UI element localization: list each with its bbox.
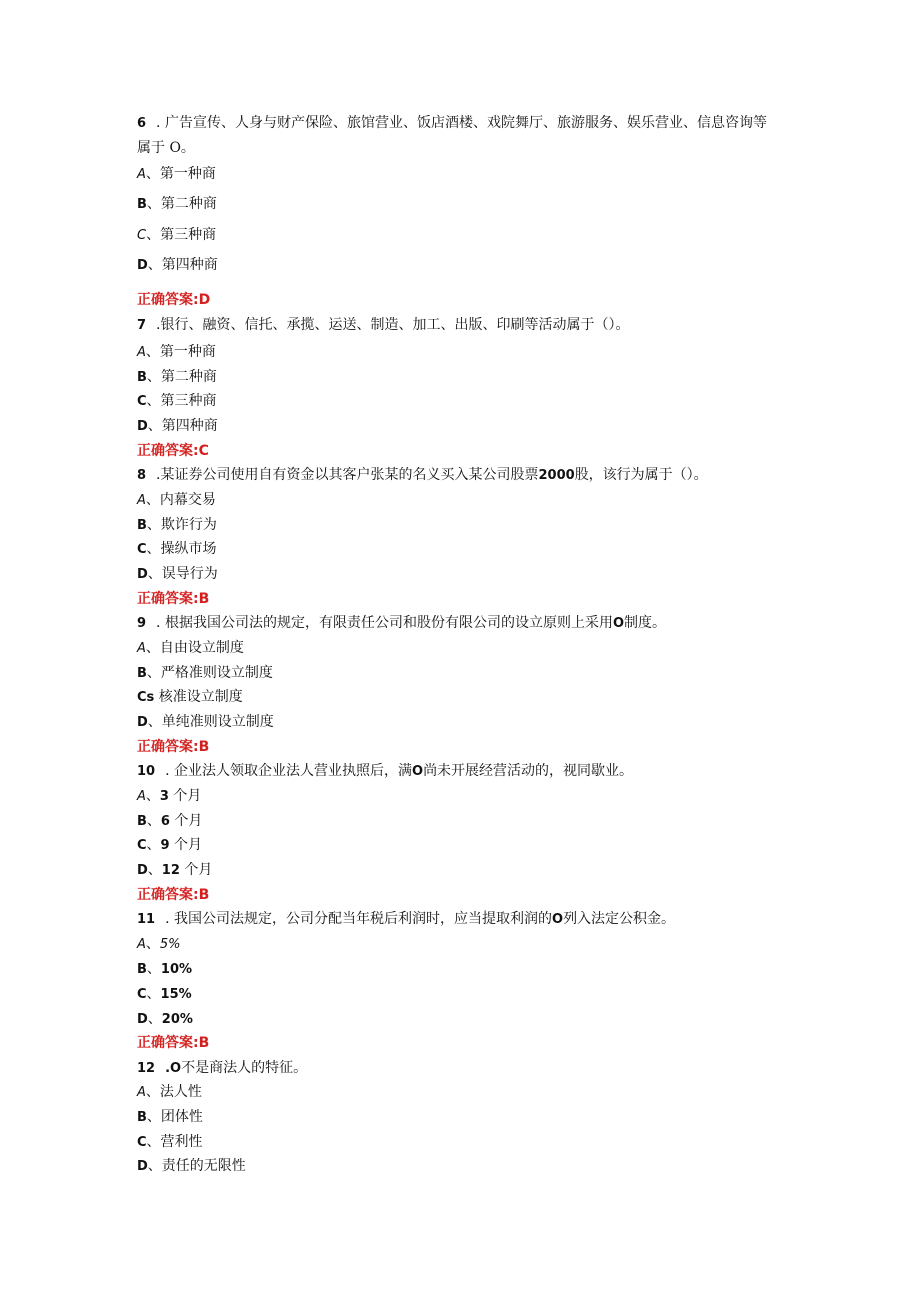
option-a: A、第一种商: [137, 344, 216, 360]
option-d: D、误导行为: [137, 566, 218, 582]
option-d: D、第四种商: [137, 257, 218, 273]
question-text: .银行、融资、信托、承揽、运送、制造、加工、出版、印刷等活动属于（）。: [156, 317, 630, 333]
question-10: 10 . 企业法人领取企业法人营业执照后，满O尚未开展经营活动的，视同歇业。: [137, 763, 634, 779]
option-d: D、第四种商: [137, 418, 218, 434]
option-c: C、第三种商: [137, 227, 217, 243]
question-number: 7: [137, 318, 147, 333]
option-c: C、15%: [137, 986, 192, 1002]
question-number: 11: [137, 912, 156, 927]
question-6: [137, 111, 777, 160]
option-c: C、营利性: [137, 1134, 203, 1150]
question-number: 8: [137, 468, 147, 483]
option-d: D、12 个月: [137, 862, 213, 878]
question-9: 9 . 根据我国公司法的规定，有限责任公司和股份有限公司的设立原则上采用O制度。: [137, 615, 667, 631]
option-a: A、3 个月: [137, 788, 202, 804]
option-b: B、团体性: [137, 1109, 203, 1125]
option-d: D、单纯准则设立制度: [137, 714, 274, 730]
option-b: B、10%: [137, 961, 193, 977]
question-11: 11 . 我国公司法规定，公司分配当年税后利润时，应当提取利润的O列入法定公积金。: [137, 911, 676, 927]
question-12: 12 .O不是商法人的特征。: [137, 1060, 308, 1076]
option-a: A、自由设立制度: [137, 640, 244, 656]
question-7: [137, 316, 630, 335]
option-b: B、第二种商: [137, 369, 217, 385]
option-a: A、5%: [137, 936, 181, 952]
option-a: A、第一种商: [137, 166, 216, 182]
correct-answer: 正确答案:D: [137, 292, 211, 308]
question-number: 6: [137, 116, 147, 131]
option-c: C、操纵市场: [137, 541, 217, 557]
question-number: 10: [137, 764, 156, 779]
question-text: . 广告宣传、人身与财产保险、旅馆营业、饭店酒楼、戏院舞厅、旅游服务、娱乐营业、信息咨询等属于 O。: [137, 115, 767, 156]
correct-answer: 正确答案:B: [137, 1035, 210, 1051]
correct-answer: 正确答案:C: [137, 443, 209, 459]
option-c: C、9 个月: [137, 837, 203, 853]
option-b: B、6 个月: [137, 813, 203, 829]
option-a: A、法人性: [137, 1084, 202, 1100]
option-d: D、20%: [137, 1011, 193, 1027]
option-c: Cs 核准设立制度: [137, 689, 243, 705]
question-number: 12: [137, 1061, 156, 1076]
option-b: B、欺诈行为: [137, 517, 217, 533]
correct-answer: 正确答案:B: [137, 739, 210, 755]
correct-answer: 正确答案:B: [137, 591, 210, 607]
correct-answer: 正确答案:B: [137, 887, 210, 903]
option-a: A、内幕交易: [137, 492, 216, 508]
option-b: B、第二种商: [137, 196, 217, 212]
option-b: B、严格准则设立制度: [137, 665, 273, 681]
question-8: 8 .某证券公司使用自有资金以其客户张某的名义买入某公司股票2000股，该行为属于（）。: [137, 467, 708, 483]
option-d: D、责任的无限性: [137, 1158, 246, 1174]
question-number: 9: [137, 616, 147, 631]
option-c: C、第三种商: [137, 393, 217, 409]
